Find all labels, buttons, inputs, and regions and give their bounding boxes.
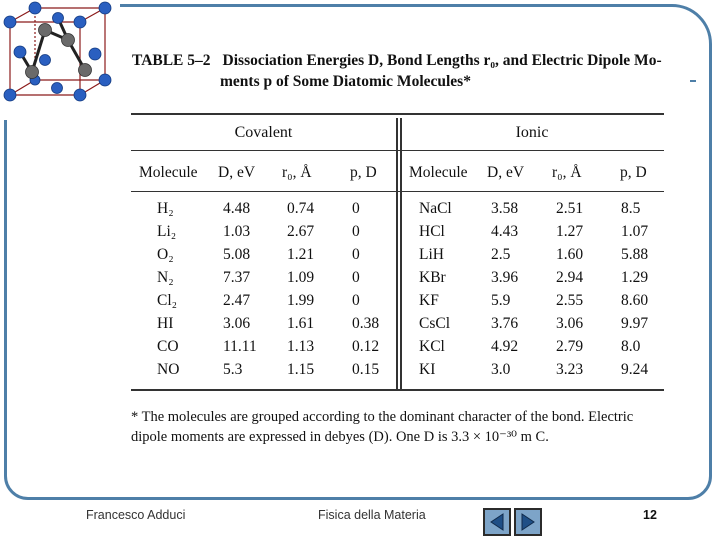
- covalent-cell-p: 0: [352, 200, 360, 217]
- covalent-cell-d: 1.03: [223, 223, 251, 240]
- covalent-cell-p: 0.38: [352, 315, 380, 332]
- covalent-cell-r0: 1.09: [287, 269, 315, 286]
- ionic-cell-molecule: LiH: [419, 246, 444, 263]
- ionic-cell-p: 8.60: [621, 292, 649, 309]
- covalent-cell-molecule: H₂: [157, 200, 174, 217]
- ionic-cell-p: 9.97: [621, 315, 649, 332]
- covalent-cell-d: 5.08: [223, 246, 251, 263]
- covalent-cell-molecule: NO: [157, 361, 180, 378]
- covalent-cell-r0: 1.15: [287, 361, 315, 378]
- nav-next-icon: [519, 512, 537, 532]
- ionic-cell-p: 8.5: [621, 200, 641, 217]
- covalent-cell-p: 0: [352, 223, 360, 240]
- table-title-line2: ments p of Some Diatomic Molecules*: [220, 73, 471, 90]
- ionic-cell-r0: 2.79: [556, 338, 584, 355]
- col-header-molecule: Molecule: [139, 164, 198, 181]
- col-header-r0: r₀, Å: [282, 164, 312, 181]
- group-divider-right: [400, 118, 402, 389]
- group-divider-left: [396, 118, 398, 389]
- ionic-cell-p: 5.88: [621, 246, 649, 263]
- ionic-cell-d: 2.5: [491, 246, 511, 263]
- col-header-p: p, D: [350, 164, 377, 181]
- ionic-cell-d: 5.9: [491, 292, 511, 309]
- ionic-cell-molecule: NaCl: [419, 200, 452, 217]
- ionic-cell-p: 1.07: [621, 223, 649, 240]
- table-title: [132, 50, 672, 92]
- ionic-cell-r0: 2.55: [556, 292, 584, 309]
- ionic-cell-r0: 3.23: [556, 361, 584, 378]
- ionic-cell-p: 8.0: [621, 338, 641, 355]
- nav-prev-button[interactable]: [483, 508, 511, 536]
- covalent-cell-p: 0: [352, 292, 360, 309]
- column-header-rule: [131, 191, 664, 192]
- ionic-cell-d: 4.92: [491, 338, 519, 355]
- covalent-cell-r0: 1.21: [287, 246, 315, 263]
- col-header-d: D, eV: [218, 164, 256, 181]
- ionic-cell-molecule: HCl: [419, 223, 445, 240]
- table-bottom-rule: [131, 389, 664, 391]
- group-header-ionic: Ionic: [515, 124, 549, 141]
- col-header-d-ionic: D, eV: [487, 164, 525, 181]
- col-header-r0-ionic: r₀, Å: [552, 164, 582, 181]
- ionic-cell-r0: 1.27: [556, 223, 584, 240]
- covalent-cell-p: 0.15: [352, 361, 380, 378]
- ionic-cell-d: 3.0: [491, 361, 511, 378]
- ionic-cell-d: 3.58: [491, 200, 519, 217]
- nav-next-button[interactable]: [514, 508, 542, 536]
- ionic-cell-d: 3.96: [491, 269, 519, 286]
- covalent-cell-p: 0: [352, 269, 360, 286]
- covalent-cell-r0: 1.61: [287, 315, 315, 332]
- ionic-cell-r0: 2.51: [556, 200, 584, 217]
- covalent-cell-molecule: Cl₂: [157, 292, 178, 309]
- page-number: 12: [643, 508, 657, 522]
- covalent-cell-r0: 0.74: [287, 200, 315, 217]
- covalent-cell-molecule: O₂: [157, 246, 174, 263]
- footnote-line2: dipole moments are expressed in debyes (D). One D is 3.3 × 10⁻³⁰ m C.: [131, 429, 549, 445]
- ionic-cell-r0: 3.06: [556, 315, 584, 332]
- table-top-rule: [131, 113, 664, 115]
- covalent-cell-d: 3.06: [223, 315, 251, 332]
- group-header-rule: [131, 150, 664, 151]
- ionic-cell-p: 9.24: [621, 361, 649, 378]
- covalent-cell-d: 4.48: [223, 200, 251, 217]
- ionic-cell-r0: 1.60: [556, 246, 584, 263]
- covalent-cell-p: 0.12: [352, 338, 380, 355]
- group-header-covalent: Covalent: [234, 124, 293, 141]
- table-number: TABLE 5–2: [132, 52, 211, 69]
- covalent-cell-d: 11.11: [223, 338, 257, 355]
- footer-course: Fisica della Materia: [318, 508, 426, 522]
- ionic-cell-p: 1.29: [621, 269, 649, 286]
- nav-prev-icon: [488, 512, 506, 532]
- table-footnote: [131, 407, 671, 447]
- crystal-lattice-icon: [0, 0, 120, 108]
- covalent-cell-molecule: HI: [157, 315, 174, 332]
- frame-tick: [690, 80, 696, 82]
- covalent-cell-r0: 2.67: [287, 223, 315, 240]
- ionic-cell-molecule: KBr: [419, 269, 446, 286]
- covalent-cell-d: 7.37: [223, 269, 251, 286]
- ionic-cell-molecule: KCl: [419, 338, 445, 355]
- covalent-cell-d: 2.47: [223, 292, 251, 309]
- col-header-p-ionic: p, D: [620, 164, 647, 181]
- covalent-cell-r0: 1.99: [287, 292, 315, 309]
- table-title-line1: Dissociation Energies D, Bond Lengths r₀, and Electric Dipole Mo-: [222, 52, 662, 69]
- ionic-cell-d: 4.43: [491, 223, 519, 240]
- covalent-cell-p: 0: [352, 246, 360, 263]
- ionic-cell-d: 3.76: [491, 315, 519, 332]
- footnote-line1: * The molecules are grouped according to the dominant character of the bond. Electric: [131, 409, 634, 425]
- ionic-cell-r0: 2.94: [556, 269, 584, 286]
- covalent-cell-r0: 1.13: [287, 338, 315, 355]
- covalent-cell-d: 5.3: [223, 361, 243, 378]
- covalent-cell-molecule: CO: [157, 338, 179, 355]
- ionic-cell-molecule: KI: [419, 361, 436, 378]
- col-header-molecule-ionic: Molecule: [409, 164, 468, 181]
- ionic-cell-molecule: CsCl: [419, 315, 451, 332]
- covalent-cell-molecule: N₂: [157, 269, 174, 286]
- footer-author: Francesco Adduci: [86, 508, 186, 522]
- covalent-cell-molecule: Li₂: [157, 223, 177, 240]
- ionic-cell-molecule: KF: [419, 292, 439, 309]
